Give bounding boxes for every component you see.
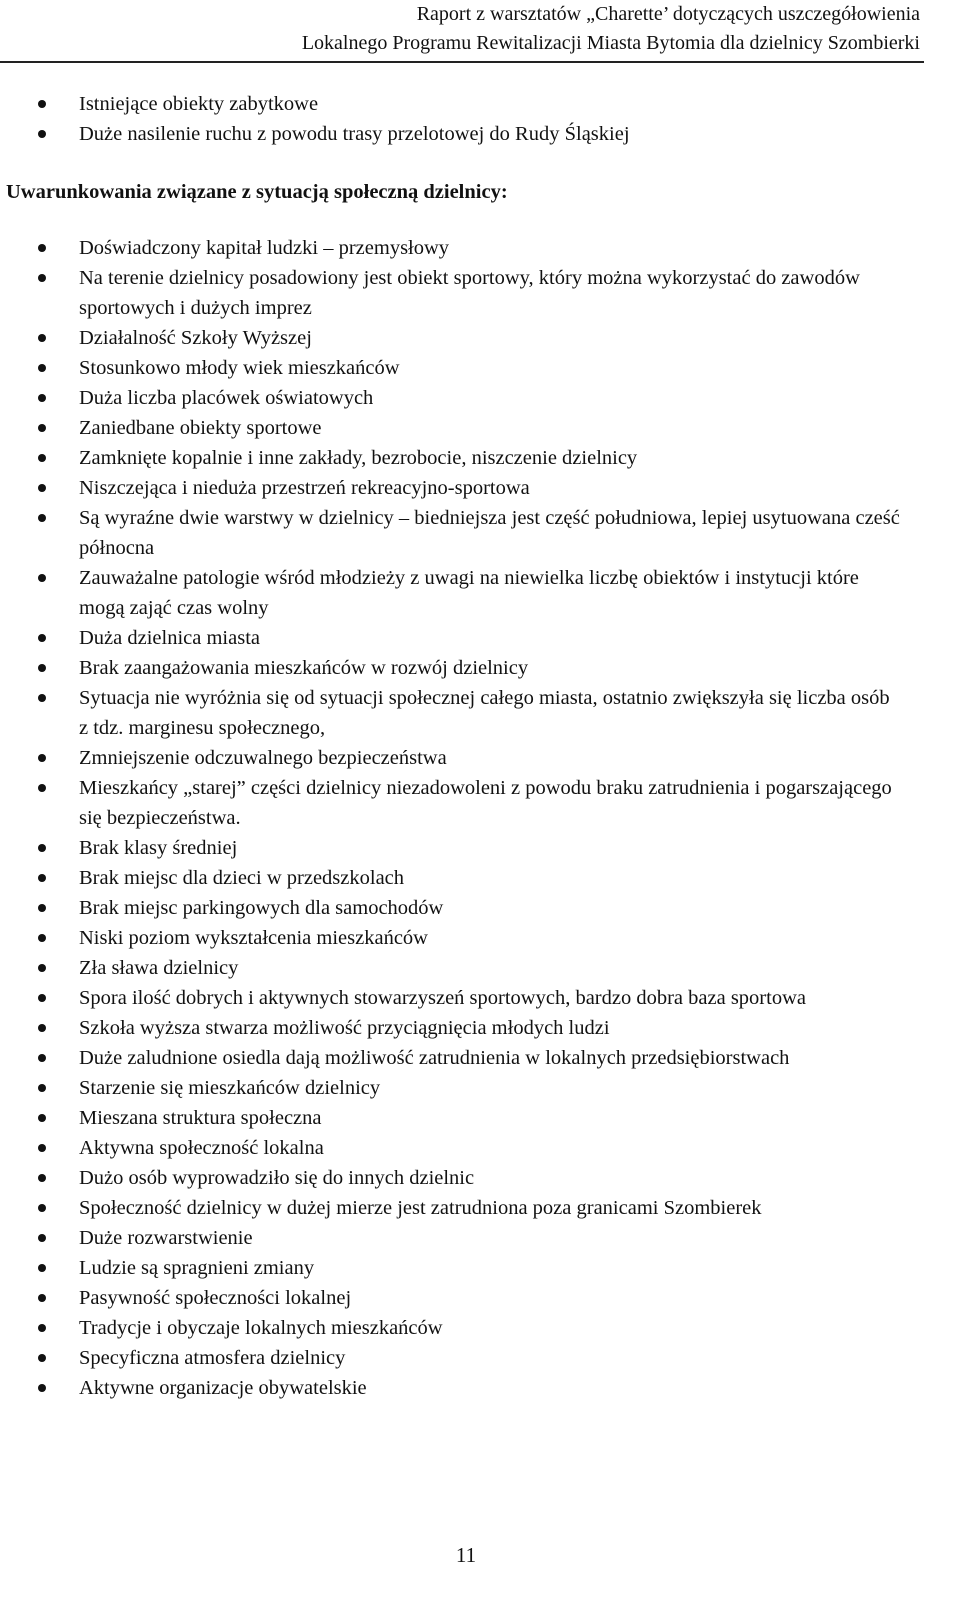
list-item: Duże zaludnione osiedla dają możliwość zatrudnienia w lokalnych przedsiębiorstwach (0, 1043, 900, 1073)
bullet-icon (38, 994, 46, 1002)
list-item: Duże rozwarstwienie (0, 1223, 900, 1253)
list-item: Spora ilość dobrych i aktywnych stowarzyszeń sportowych, bardzo dobra baza sportowa (0, 983, 900, 1013)
list-item: Aktywna społeczność lokalna (0, 1133, 900, 1163)
bullet-icon (38, 454, 46, 462)
page-number: 11 (455, 1543, 477, 1567)
list-item: Zamknięte kopalnie i inne zakłady, bezrobocie, niszczenie dzielnicy (0, 443, 900, 473)
bullet-icon (38, 1294, 46, 1302)
header-rule (0, 61, 924, 63)
bullet-icon (38, 1084, 46, 1092)
bullet-icon (38, 574, 46, 582)
list-item: Stosunkowo młody wiek mieszkańców (0, 353, 900, 383)
bullet-icon (38, 904, 46, 912)
list-item: Zauważalne patologie wśród młodzieży z uwagi na niewielka liczbę obiektów i instytucji które mogą zająć czas wolny (0, 563, 900, 623)
list-item: Sytuacja nie wyróżnia się od sytuacji społecznej całego miasta, ostatnio zwiększyła się liczba osób z tdz. marginesu społecznego, (0, 683, 900, 743)
bullet-icon (38, 634, 46, 642)
bullet-icon (38, 934, 46, 942)
list-item: Istniejące obiekty zabytkowe (0, 89, 900, 119)
list-item: Aktywne organizacje obywatelskie (0, 1373, 900, 1403)
bullet-icon (38, 424, 46, 432)
header-line-1: Raport z warsztatów „Charette’ dotyczących uszczegółowienia (416, 3, 920, 25)
list-item: Mieszana struktura społeczna (0, 1103, 900, 1133)
list-item: Brak miejsc dla dzieci w przedszkolach (0, 863, 900, 893)
bullet-icon (38, 874, 46, 882)
list-item: Duża liczba placówek oświatowych (0, 383, 900, 413)
bullet-icon (38, 754, 46, 762)
list-item: Starzenie się mieszkańców dzielnicy (0, 1073, 900, 1103)
list-item: Brak miejsc parkingowych dla samochodów (0, 893, 900, 923)
bullet-icon (38, 100, 46, 108)
bullet-icon (38, 334, 46, 342)
list-item: Zła sława dzielnicy (0, 953, 900, 983)
list-item: Niski poziom wykształcenia mieszkańców (0, 923, 900, 953)
section-heading: Uwarunkowania związane z sytuacją społeczną dzielnicy: (6, 181, 508, 203)
list-item: Ludzie są spragnieni zmiany (0, 1253, 900, 1283)
bullet-icon (38, 844, 46, 852)
bullet-icon (38, 1144, 46, 1152)
bullet-icon (38, 664, 46, 672)
list-item: Specyficzna atmosfera dzielnicy (0, 1343, 900, 1373)
bullet-icon (38, 1324, 46, 1332)
bullet-icon (38, 1024, 46, 1032)
bullet-icon (38, 1174, 46, 1182)
list-item: Pasywność społeczności lokalnej (0, 1283, 900, 1313)
bullet-list-social (0, 233, 900, 1403)
bullet-icon (38, 1264, 46, 1272)
bullet-icon (38, 1054, 46, 1062)
bullet-icon (38, 964, 46, 972)
bullet-icon (38, 244, 46, 252)
list-item: Na terenie dzielnicy posadowiony jest obiekt sportowy, który można wykorzystać do zawodów sportowych i dużych imprez (0, 263, 900, 323)
list-item: Niszczejąca i nieduża przestrzeń rekreacyjno-sportowa (0, 473, 900, 503)
bullet-icon (38, 784, 46, 792)
header-line-2: Lokalnego Programu Rewitalizacji Miasta Bytomia dla dzielnicy Szombierki (301, 32, 920, 54)
bullet-icon (38, 274, 46, 282)
list-item: Zaniedbane obiekty sportowe (0, 413, 900, 443)
list-item: Brak klasy średniej (0, 833, 900, 863)
page-header (302, 0, 920, 58)
list-item: Doświadczony kapitał ludzki – przemysłowy (0, 233, 900, 263)
bullet-icon (38, 394, 46, 402)
bullet-list-top (0, 89, 900, 149)
list-item: Dużo osób wyprowadziło się do innych dzielnic (0, 1163, 900, 1193)
bullet-icon (38, 1234, 46, 1242)
list-item: Duża dzielnica miasta (0, 623, 900, 653)
list-item: Działalność Szkoły Wyższej (0, 323, 900, 353)
bullet-icon (38, 1204, 46, 1212)
bullet-icon (38, 1354, 46, 1362)
bullet-icon (38, 130, 46, 138)
list-item: Tradycje i obyczaje lokalnych mieszkańców (0, 1313, 900, 1343)
bullet-icon (38, 364, 46, 372)
bullet-icon (38, 484, 46, 492)
list-item: Społeczność dzielnicy w dużej mierze jest zatrudniona poza granicami Szombierek (0, 1193, 900, 1223)
bullet-icon (38, 1114, 46, 1122)
bullet-icon (38, 694, 46, 702)
list-item: Szkoła wyższa stwarza możliwość przyciągnięcia młodych ludzi (0, 1013, 900, 1043)
list-item: Są wyraźne dwie warstwy w dzielnicy – biedniejsza jest część południowa, lepiej usytuowana cześć północna (0, 503, 900, 563)
list-item: Duże nasilenie ruchu z powodu trasy przelotowej do Rudy Śląskiej (0, 119, 900, 149)
list-item: Mieszkańcy „starej” części dzielnicy niezadowoleni z powodu braku zatrudnienia i pogarszającego się bezpieczeństwa. (0, 773, 900, 833)
bullet-icon (38, 1384, 46, 1392)
list-item: Brak zaangażowania mieszkańców w rozwój dzielnicy (0, 653, 900, 683)
list-item: Zmniejszenie odczuwalnego bezpieczeństwa (0, 743, 900, 773)
bullet-icon (38, 514, 46, 522)
